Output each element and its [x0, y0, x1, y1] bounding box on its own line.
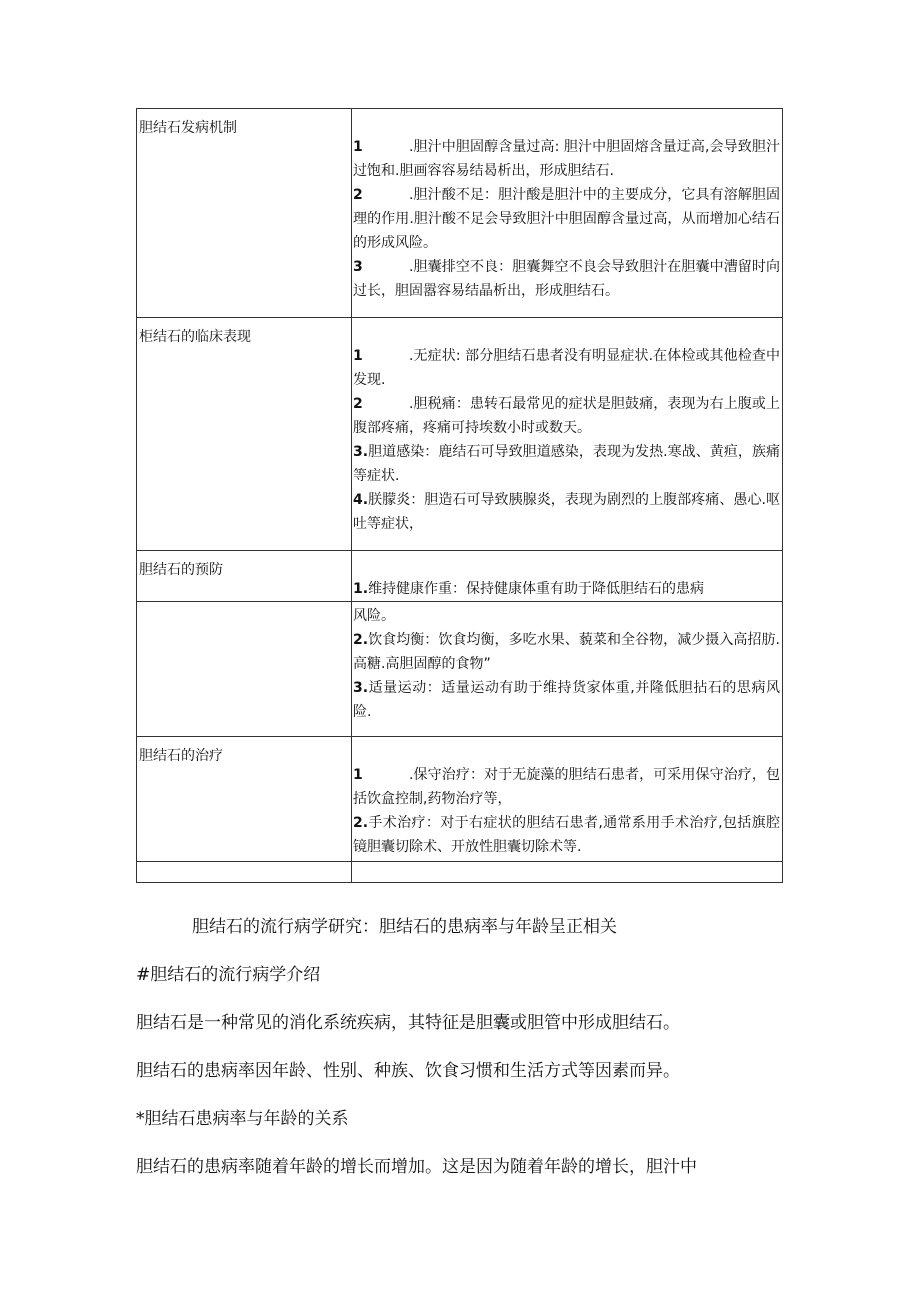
- list-item: [353, 135, 780, 183]
- item-number: 2: [353, 187, 363, 203]
- item-number: 1: [353, 767, 363, 783]
- list-item: [353, 577, 780, 601]
- item-text: 朕朦炎：胆造石可导致胰腺炎，表现为剧烈的上腹部疼痛、愚心.呕吐等症状，: [353, 492, 780, 532]
- list-item: [353, 183, 780, 255]
- item-number: 2.: [353, 632, 369, 648]
- list-item: [353, 440, 780, 488]
- list-item: [353, 392, 780, 440]
- item-number: 1.: [353, 581, 369, 597]
- list-item: [353, 763, 780, 811]
- row-label-cell: [137, 737, 352, 862]
- list-item: [353, 488, 780, 536]
- item-number: 2: [353, 396, 363, 412]
- paragraph: 胆结石的患病率因年龄、性别、种族、饮食习惯和生活方式等因素而异。: [136, 1061, 680, 1081]
- row-label-cell: [137, 602, 352, 737]
- item-text: 胆道感染：鹿结石可导致胆道感染，表现为发热.寒战、黄疸，族痛等症状.: [353, 444, 780, 484]
- item-text: 手术治疗：对于右症状的胆结石患者,通常系用手术治疗,包括旗腔镜胆囊切除术、开放性胆囊切除术等.: [353, 815, 780, 855]
- row-content-cell: [352, 318, 783, 551]
- item-text: 维持健康作重：保持健康体重有助于降低胆结石的患病: [368, 581, 705, 597]
- paragraph: 胆结石的患病率随着年龄的增长而增加。这是因为随着年龄的增长，胆汁中: [136, 1157, 697, 1177]
- row-label: 胆结石的预防: [139, 562, 223, 578]
- table-row: [137, 737, 783, 862]
- item-number: 3.: [353, 444, 369, 460]
- table-row: [137, 318, 783, 551]
- row-label-cell: [137, 862, 352, 883]
- row-label-cell: [137, 109, 352, 318]
- table-row-empty: [137, 862, 783, 883]
- item-number: 4.: [353, 492, 369, 508]
- row-label-cell: [137, 551, 352, 602]
- item-number: 3.: [353, 680, 369, 696]
- content-table: [136, 108, 783, 883]
- list-item: [353, 604, 780, 628]
- list-item: [353, 676, 780, 724]
- item-text: 风险。: [353, 608, 395, 624]
- list-item: [353, 811, 780, 859]
- item-text: .胆囊排空不良：胆囊舞空不良会导致胆汁在胆囊中漕留时向过长，胆固嚣容易结晶析出，形成胆结石。: [353, 259, 780, 299]
- heading-age-relation: *胆结石患病率与年龄的关系: [136, 1109, 349, 1129]
- table-row: [137, 109, 783, 318]
- list-item: [353, 628, 780, 676]
- list-item: [353, 344, 780, 392]
- item-text: .保守治疗：对于无旋藻的胆结石患者，可采用保守治疗，包括饮盒控制,药物治疗等，: [353, 767, 780, 807]
- heading-epidemiology: #胆结石的流行病学介绍: [136, 965, 321, 985]
- table-row: [137, 602, 783, 737]
- row-label: 柜结石的临床表现: [139, 329, 251, 345]
- item-text: .胆税痛：患转石最常见的症状是胆鼓痛，表现为右上腹或上腹部疼痛，疼痛可持埃数小时或数天。: [353, 396, 780, 436]
- item-number: 1: [353, 139, 363, 155]
- item-text: 饮食均衡：饮食均衡，多吃水果、藐菜和全谷物，减少摄入高招肪.高糖.高胆固醇的食物”: [353, 632, 780, 672]
- row-content-cell: [352, 737, 783, 862]
- paragraph: 胆结石是一种常见的消化系统疾病，其特征是胆囊或胆管中形成胆结石。: [136, 1013, 680, 1033]
- row-label: 胆结石发病机制: [139, 120, 237, 136]
- item-text: .胆汁中胆固醇含量过高: 胆汁中胆固熔含量迂高,会导致胆汁过饱和.胆画容容易结曷析出，形成胆结石.: [353, 139, 780, 179]
- item-text: .无症状: 部分胆结石患者没有明显症状.在体检或其他检查中发现.: [353, 348, 780, 388]
- row-content-cell: [352, 862, 783, 883]
- item-number: 2.: [353, 815, 369, 831]
- item-text: 适量运动：适量运动有助于维持货家体重,并隆低胆拈石的思病风险.: [353, 680, 780, 720]
- item-number: 1: [353, 348, 363, 364]
- row-content-cell: [352, 109, 783, 318]
- item-text: .胆汁酸不足：胆汁酸是胆汁中的主要成分，它具有溶解胆固理的作用.胆汁酸不足会导致胆汁中胆固醇含量过高，从而增加心结石的形成风险。: [353, 187, 780, 251]
- caption: 胆结石的流行病学研究：胆结石的患病率与年龄呈正相关: [192, 917, 617, 937]
- row-label-cell: [137, 318, 352, 551]
- list-item: [353, 255, 780, 303]
- row-content-cell: [352, 551, 783, 602]
- table-row: [137, 551, 783, 602]
- row-label: 胆结石的治疗: [139, 748, 223, 764]
- item-number: 3: [353, 259, 363, 275]
- row-content-cell: [352, 602, 783, 737]
